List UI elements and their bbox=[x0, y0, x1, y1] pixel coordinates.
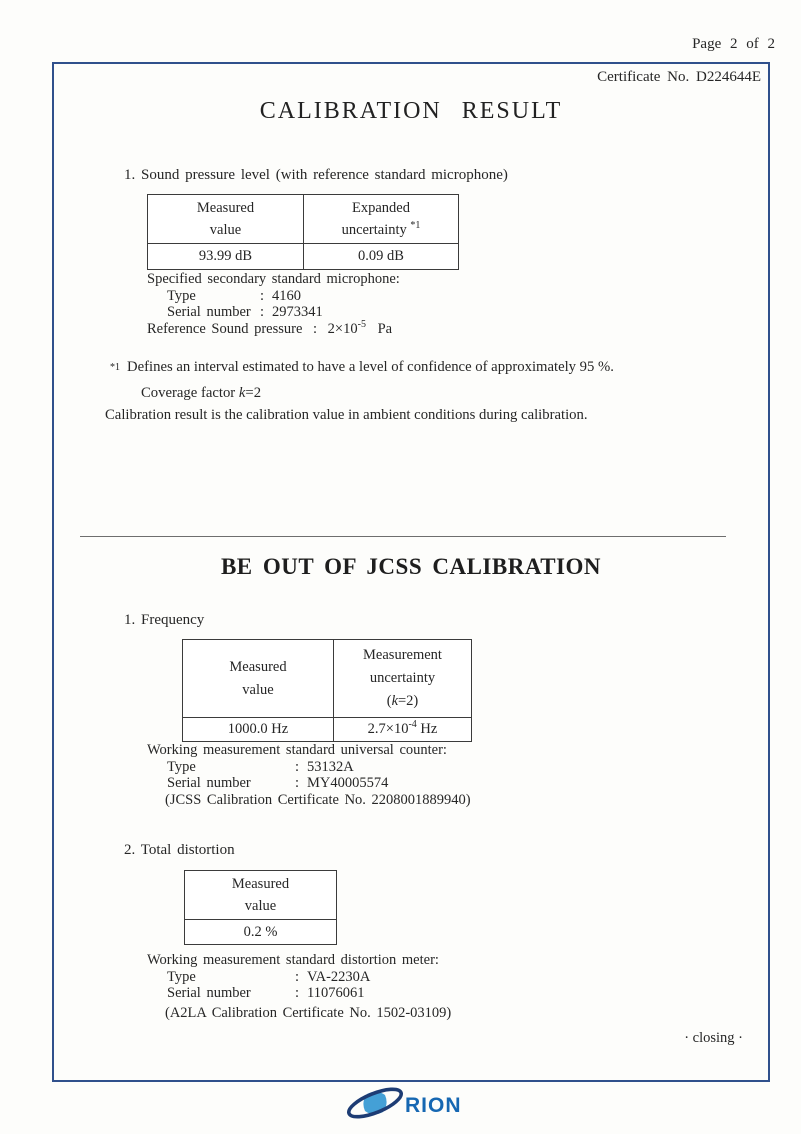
certificate-frame bbox=[52, 62, 770, 1082]
spec-label: Type bbox=[167, 287, 196, 304]
meter-certificate-note: (A2LA Calibration Certificate No. 1502-03109) bbox=[165, 1004, 452, 1021]
rion-logo-graphic bbox=[345, 1083, 465, 1125]
spec-label: Reference Sound pressure bbox=[147, 320, 303, 337]
spec-separator: : bbox=[295, 758, 300, 775]
table-row bbox=[148, 243, 458, 269]
section-divider bbox=[80, 536, 726, 537]
microphone-spec bbox=[147, 271, 400, 337]
exponent: -5 bbox=[357, 318, 366, 330]
measured-value-cell: 0.2 % bbox=[243, 923, 278, 940]
k-symbol: k bbox=[391, 693, 398, 709]
spec-value: 11076061 bbox=[307, 985, 365, 1001]
spec-separator: : bbox=[295, 968, 300, 985]
spec-label: Serial number bbox=[167, 304, 251, 320]
spec-separator: : bbox=[313, 320, 318, 337]
page-indicator: Page 2 of 2 bbox=[692, 36, 775, 52]
spec-separator: : bbox=[295, 985, 300, 1001]
meter-spec-intro: Working measurement standard distortion meter: bbox=[147, 952, 439, 968]
spec-row-type bbox=[147, 969, 451, 986]
header-line: value bbox=[242, 681, 274, 698]
spec-label: Serial number bbox=[167, 775, 251, 791]
table-header-expanded-uncertainty bbox=[303, 195, 458, 243]
header-line: uncertainty bbox=[369, 670, 436, 686]
table-row bbox=[185, 919, 336, 944]
spec-value: 2×10 bbox=[327, 320, 358, 337]
counter-spec bbox=[147, 742, 471, 808]
header-line: Measurement bbox=[363, 647, 442, 663]
header-line: Measured bbox=[231, 876, 290, 892]
jcss-section-heading: BE OUT OF JCSS CALIBRATION bbox=[220, 554, 602, 579]
spec-label: Type bbox=[167, 758, 196, 775]
rion-logo bbox=[345, 1083, 465, 1125]
spec-row-type bbox=[147, 759, 471, 776]
header-line: Measured bbox=[229, 658, 287, 675]
footnote-marker: *1 bbox=[110, 362, 120, 373]
spec-separator: : bbox=[260, 304, 265, 320]
spec-value: 2973341 bbox=[272, 304, 323, 320]
spec-row-serial bbox=[147, 985, 451, 1002]
k-symbol: k bbox=[238, 385, 246, 401]
frequency-heading: 1. Frequency bbox=[124, 612, 205, 628]
table-row bbox=[183, 717, 471, 741]
sound-pressure-table bbox=[147, 194, 459, 270]
frequency-table bbox=[182, 639, 472, 742]
uncertainty-cell: 0.09 dB bbox=[303, 244, 458, 269]
table-header-measured-value bbox=[185, 871, 336, 919]
counter-certificate-note: (JCSS Calibration Certificate No. 2208001889940) bbox=[165, 791, 471, 808]
spec-value: 4160 bbox=[272, 287, 302, 304]
table-header-measurement-uncertainty bbox=[333, 640, 471, 717]
spec-row-type bbox=[147, 288, 400, 305]
footnote bbox=[110, 358, 614, 402]
footnote-line bbox=[110, 358, 614, 377]
header-line: Expanded bbox=[352, 200, 410, 216]
unit: Hz bbox=[420, 721, 438, 737]
exponent: -4 bbox=[408, 719, 417, 731]
meter-spec bbox=[147, 952, 451, 1021]
header-line: value bbox=[244, 898, 277, 914]
measured-value-cell: 93.99 dB bbox=[198, 248, 253, 264]
spec-value: 53132A bbox=[307, 758, 354, 775]
spec-row-serial bbox=[147, 775, 471, 792]
certificate-number: Certificate No. D224644E bbox=[597, 69, 761, 85]
table-header-measured-value bbox=[148, 195, 303, 243]
counter-spec-intro: Working measurement standard universal counter: bbox=[147, 742, 447, 758]
uncertainty-cell bbox=[333, 718, 471, 741]
unit: Pa bbox=[377, 320, 393, 337]
coverage-factor bbox=[110, 384, 614, 402]
page-title: CALIBRATION RESULT bbox=[259, 98, 563, 124]
header-line: (k=2) bbox=[386, 693, 419, 709]
uncertainty-value: $2.7\times 10^{-4}$ Hz bbox=[367, 719, 438, 737]
coverage-text: Coverage factor bbox=[141, 385, 239, 401]
logo-text: RION bbox=[405, 1094, 462, 1117]
spec-value: VA-2230A bbox=[307, 968, 371, 985]
microphone-spec-intro: Specified secondary standard microphone: bbox=[147, 271, 400, 287]
reference-sound-pressure bbox=[147, 318, 400, 338]
sound-pressure-heading: 1. Sound pressure level (with reference standard microphone) bbox=[124, 167, 508, 183]
measured-value-cell: 1000.0 Hz bbox=[227, 721, 289, 737]
ambient-note: Calibration result is the calibration value in ambient conditions during calibration. bbox=[105, 407, 588, 423]
header-line: uncertainty $^{*1}$ bbox=[341, 220, 421, 238]
header-line: Measured bbox=[196, 200, 255, 216]
spec-separator: : bbox=[295, 775, 300, 791]
spec-label: Type bbox=[167, 968, 196, 985]
header-line: value bbox=[209, 222, 242, 238]
footnote-ref: *1 bbox=[410, 220, 421, 232]
distortion-heading: 2. Total distortion bbox=[124, 842, 235, 858]
footnote-text: Defines an interval estimated to have a level of confidence of approximately 95 %. bbox=[127, 359, 614, 375]
spec-value: MY40005574 bbox=[307, 775, 389, 791]
distortion-table bbox=[184, 870, 337, 945]
spec-label: Serial number bbox=[167, 985, 251, 1001]
closing-marker: · closing · bbox=[684, 1030, 743, 1046]
coverage-value: =2 bbox=[245, 385, 262, 401]
spec-separator: : bbox=[260, 287, 265, 304]
table-header-measured-value bbox=[183, 640, 333, 717]
